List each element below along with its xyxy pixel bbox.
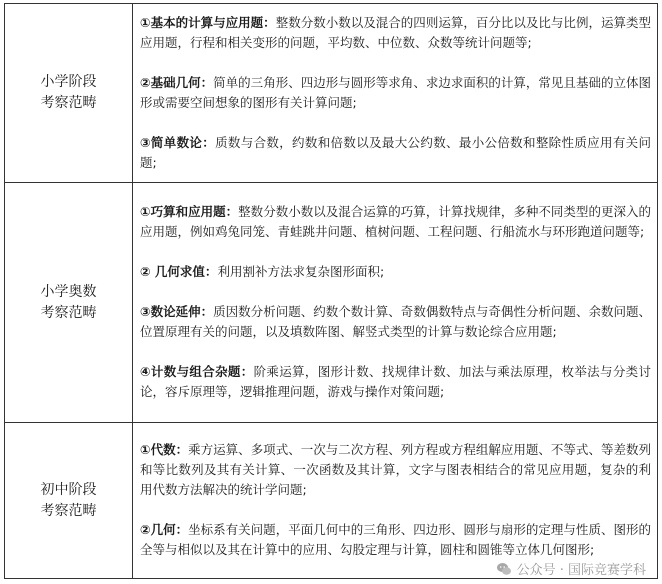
list-item xyxy=(140,133,651,173)
list-item xyxy=(140,362,651,402)
item-title: ②几何： xyxy=(140,522,189,537)
item-text: 阶乘运算，图形计数、找规律计数、加法与乘法原理，枚举法与分类讨论，容斥原理等，逻辑推理问题，游戏与操作对策问题; xyxy=(140,364,651,399)
list-item xyxy=(140,13,651,53)
item-text: 乘方运算、多项式、一次与二次方程、列方程或方程组解应用题、不等式、等差数列和等比数列及其有关计算、一次函数及其计算，文字与图表相结合的常见应用题，复杂的利用代数方法解决的统计学问题; xyxy=(140,442,651,497)
stage-label-line: 小学阶段 xyxy=(40,74,97,90)
stage-cell-middle-school xyxy=(5,423,133,579)
item-text: 坐标系有关问题，平面几何中的三角形、四边形、圆形与扇形的定理与性质、图形的全等与相似以及其在计算中的应用、勾股定理与计算，圆柱和圆锥等立体几何图形; xyxy=(140,522,651,557)
list-item xyxy=(140,262,651,282)
stage-cell-primary xyxy=(5,4,133,183)
item-text: 整数分数小数以及混合运算的巧算，计算找规律，多种不同类型的更深入的应用题，例如鸡兔同笼、青蛙跳井问题、植树问题、工程问题、行船流水与环形跑道问题等; xyxy=(140,204,651,239)
stage-label-line: 考察范畴 xyxy=(40,304,97,321)
watermark xyxy=(494,559,648,578)
table-row xyxy=(5,423,658,579)
watermark-text: 公众号 · 国际竞赛学科 xyxy=(516,563,646,578)
table-row xyxy=(5,4,658,183)
item-title: ①代数： xyxy=(140,442,189,457)
item-text: 简单的三角形、四边形与圆形等求角、求边求面积的计算，常见且基础的立体图形或需要空间想象的图形有关计算问题; xyxy=(140,74,651,110)
item-title: ③数论延伸： xyxy=(140,304,214,319)
content-cell-olympiad xyxy=(133,183,658,423)
list-item xyxy=(140,520,651,560)
item-title: ② 几何求值： xyxy=(140,264,218,279)
item-title: ③简单数论： xyxy=(140,134,216,150)
item-title: ④计数与组合杂题： xyxy=(140,364,254,379)
item-text: 质因数分析问题、约数个数计算、奇数偶数特点与奇偶性分析问题、余数问题、位置原理有关的问题，以及填数阵图、解竖式类型的计算与数论综合应用题; xyxy=(140,304,651,339)
item-title: ①巧算和应用题： xyxy=(140,204,239,219)
item-title: ②基础几何： xyxy=(140,74,214,90)
stage-label-line: 考察范畴 xyxy=(40,95,97,111)
item-title: ①基本的计算与应用题： xyxy=(140,14,276,30)
stage-cell-olympiad xyxy=(5,183,133,423)
item-text: 利用割补方法求复杂图形面积; xyxy=(217,264,385,279)
list-item xyxy=(140,440,651,500)
content-cell-primary xyxy=(133,4,658,183)
stage-label-line: 考察范畴 xyxy=(40,502,97,519)
stage-label-line: 小学奥数 xyxy=(40,283,97,300)
stage-label-line: 初中阶段 xyxy=(40,481,97,498)
list-item xyxy=(140,302,651,342)
item-text: 质数与合数，约数和倍数以及最大公约数、最小公倍数和整除性质应用有关问题; xyxy=(140,134,651,170)
content-cell-middle-school xyxy=(133,423,658,579)
item-text: 整数分数小数以及混合的四则运算，百分比以及比与比例，运算类型应用题，行程和相关变形的问题，平均数、中位数、众数等统计问题等; xyxy=(140,14,651,50)
list-item xyxy=(140,202,651,242)
wechat-icon xyxy=(496,561,512,577)
table-row xyxy=(5,183,658,423)
exam-scope-table xyxy=(4,3,658,579)
list-item xyxy=(140,73,651,113)
